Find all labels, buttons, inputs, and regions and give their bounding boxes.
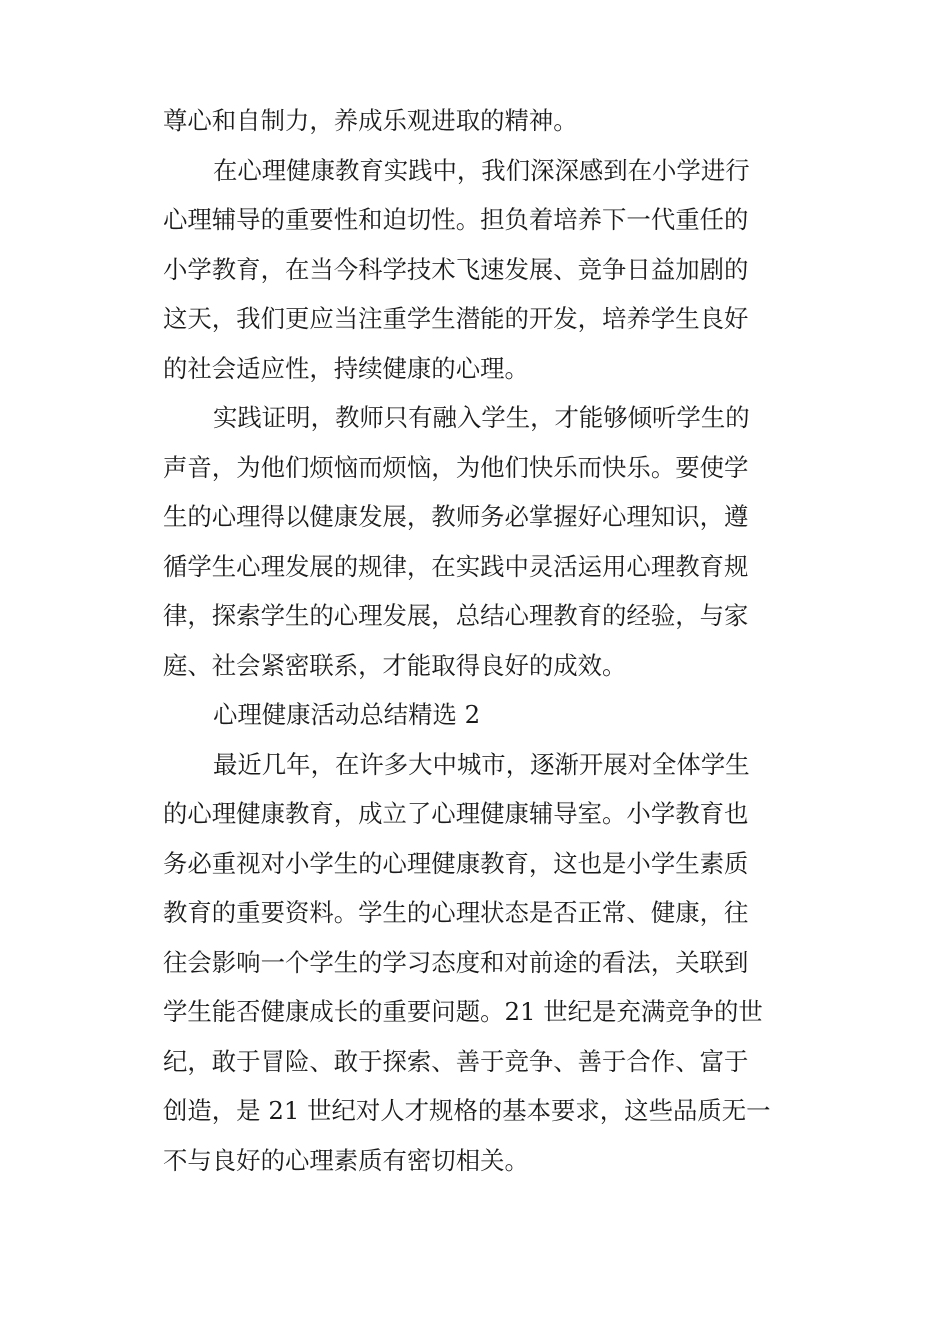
section-heading: 心理健康活动总结精选 2 (213, 700, 481, 729)
text-line: 庭、社会紧密联系，才能取得良好的成效。 (163, 650, 627, 680)
text-line: 的心理健康教育，成立了心理健康辅导室。小学教育也 (163, 799, 749, 828)
text-line: 声音，为他们烦恼而烦恼，为他们快乐而快乐。要使学 (163, 452, 749, 482)
text-line: 不与良好的心理素质有密切相关。 (163, 1145, 529, 1175)
text-line: 往会影响一个学生的学习态度和对前途的看法，关联到 (163, 947, 749, 977)
text-line: 纪，敢于冒险、敢于探索、善于竞争、善于合作、富于 (163, 1046, 749, 1076)
text-line: 尊心和自制力，养成乐观进取的精神。 (163, 106, 578, 135)
text-line: 生的心理得以健康发展，教师务必掌握好心理知识，遵 (163, 502, 749, 531)
text-line: 的社会适应性，持续健康的心理。 (163, 353, 529, 383)
text-line: 小学教育，在当今科学技术飞速发展、竞争日益加剧的 (163, 254, 749, 284)
text-line: 创造，是 21 世纪对人才规格的基本要求，这些品质无一 (163, 1096, 771, 1125)
document-body (163, 96, 787, 1185)
text-line: 务必重视对小学生的心理健康教育，这也是小学生素质 (163, 848, 749, 878)
text-line: 学生能否健康成长的重要问题。21 世纪是充满竞争的世 (163, 997, 763, 1026)
text-line: 律，探索学生的心理发展，总结心理教育的经验，与家 (163, 601, 749, 630)
text-line: 循学生心理发展的规律，在实践中灵活运用心理教育规 (163, 551, 749, 581)
text-line: 这天，我们更应当注重学生潜能的开发，培养学生良好 (163, 304, 749, 333)
text-line: 教育的重要资料。学生的心理状态是否正常、健康，往 (163, 898, 749, 927)
text-line: 心理辅导的重要性和迫切性。担负着培养下一代重任的 (163, 205, 749, 234)
paragraph-start-line: 在心理健康教育实践中，我们深深感到在小学进行 (213, 155, 750, 185)
paragraph-start-line: 最近几年，在许多大中城市，逐渐开展对全体学生 (213, 749, 750, 779)
paragraph-start-line: 实践证明，教师只有融入学生，才能够倾听学生的 (213, 403, 750, 432)
